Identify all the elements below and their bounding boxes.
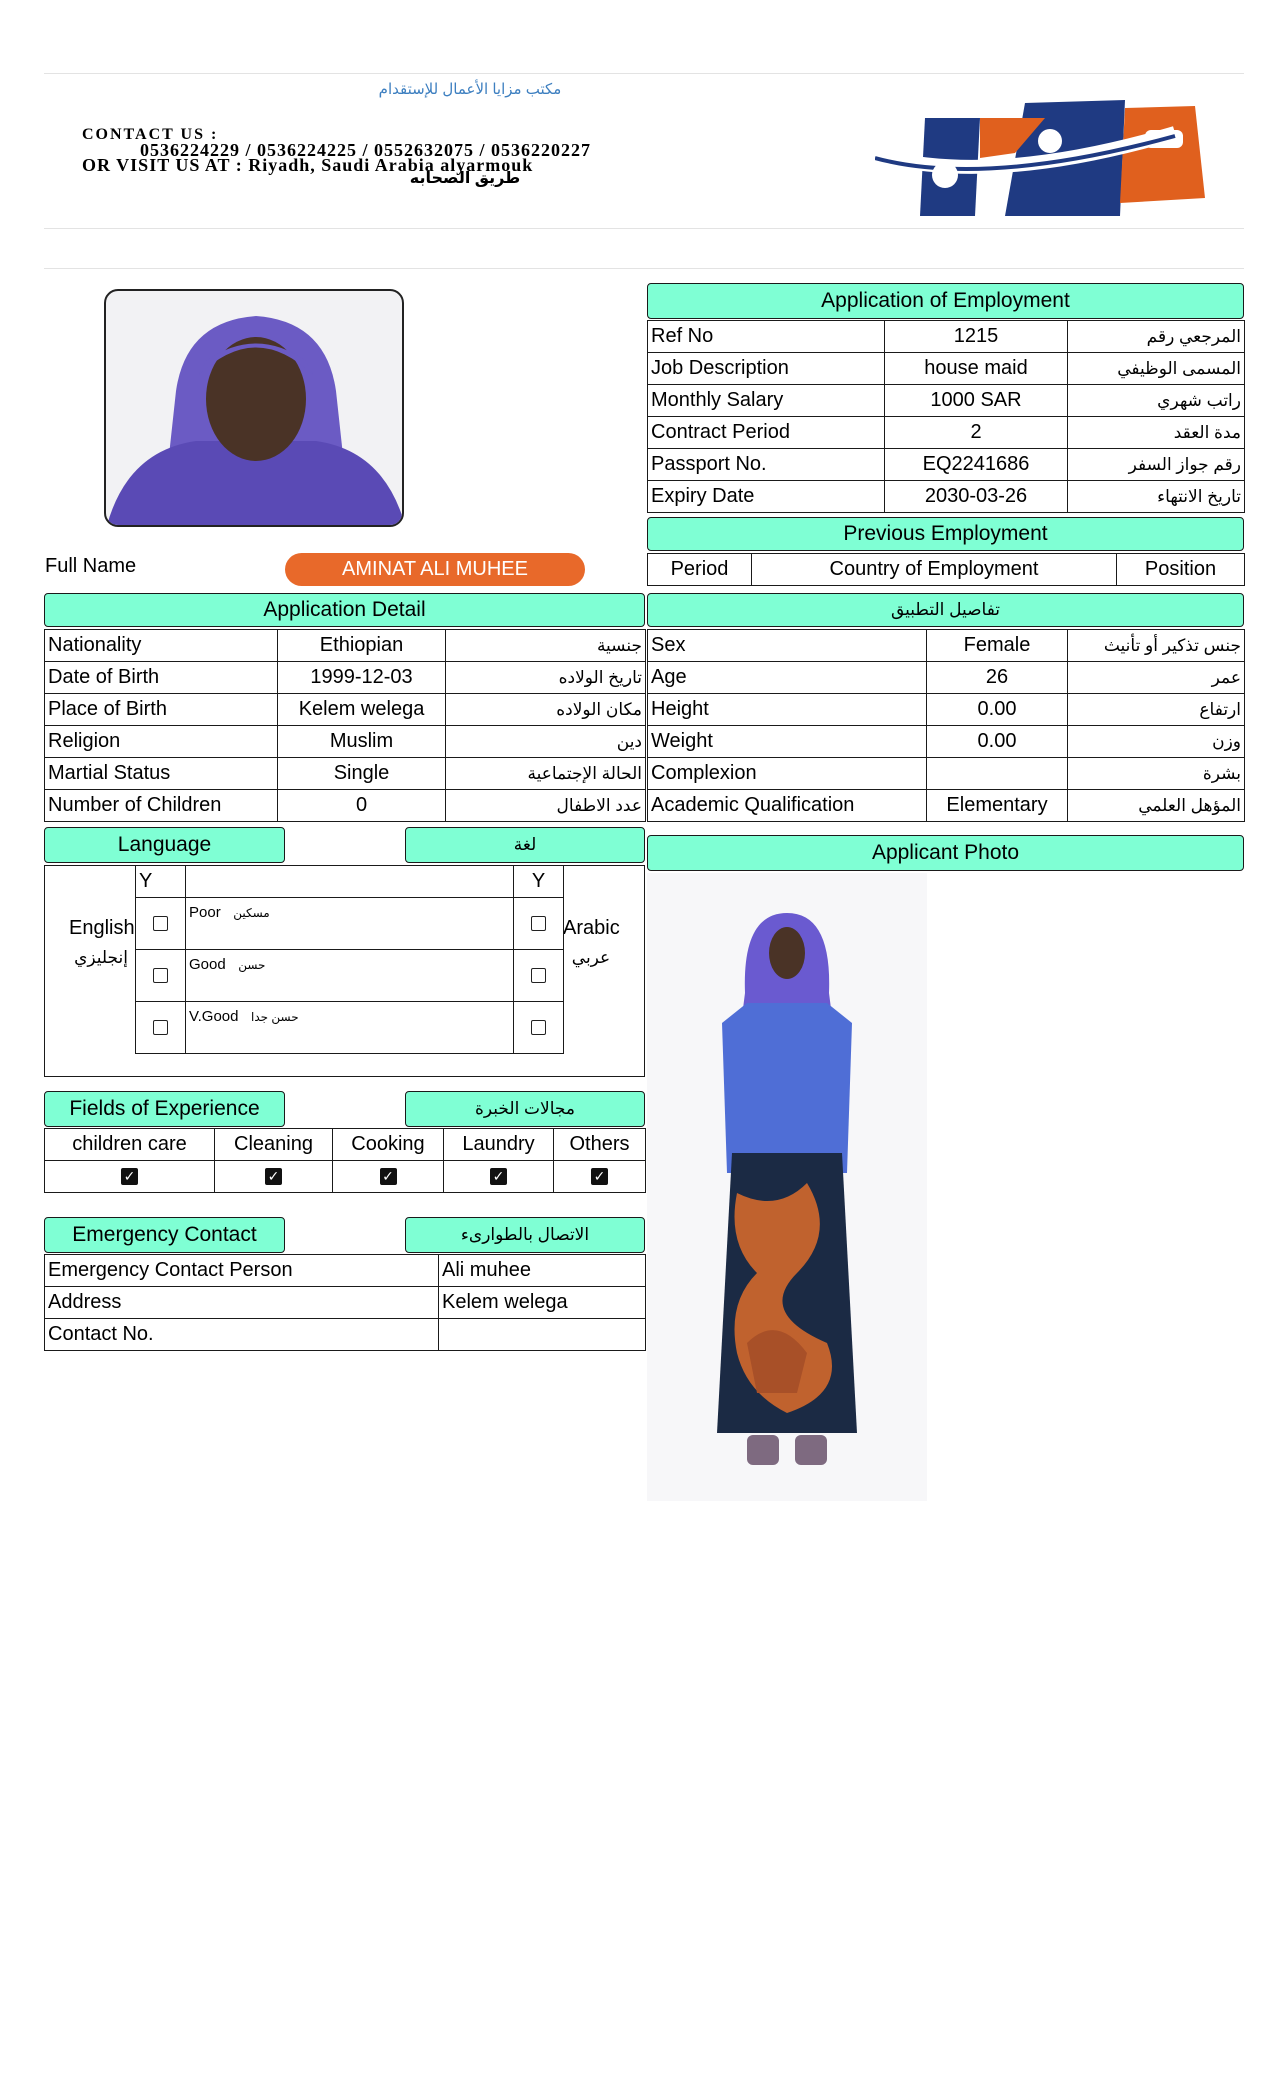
emergency-address-label: Address (45, 1287, 439, 1319)
employment-section-title: Application of Employment (647, 283, 1244, 319)
employment-label: Job Description (648, 353, 885, 385)
employment-value: 1000 SAR (885, 385, 1068, 417)
detail-label-arabic: عدد الاطفال (446, 790, 646, 822)
detail-ar-label-arabic: جنس تذكير أو تأنيث (1068, 630, 1245, 662)
detail-ar-row (648, 726, 1245, 758)
employment-label: Expiry Date (648, 481, 885, 513)
applicant-photo-title: Applicant Photo (647, 835, 1244, 871)
children-care-checkbox[interactable]: ✓ (121, 1168, 138, 1185)
application-detail-arabic-table (647, 629, 1245, 822)
detail-value: 1999-12-03 (278, 662, 446, 694)
detail-ar-row (648, 630, 1245, 662)
level-poor-label: Poor (189, 904, 221, 921)
english-poor-checkbox[interactable] (153, 916, 168, 931)
full-name-label: Full Name (45, 555, 137, 577)
detail-ar-value: Elementary (927, 790, 1068, 822)
previous-employment-title: Previous Employment (647, 517, 1244, 551)
emergency-person-value: Ali muhee (439, 1255, 646, 1287)
detail-ar-value: Female (927, 630, 1068, 662)
application-detail-table (44, 629, 646, 822)
english-vgood-checkbox[interactable] (153, 1020, 168, 1035)
exp-cleaning: Cleaning (215, 1129, 333, 1161)
language-grid (135, 865, 564, 1054)
arabic-vgood-checkbox[interactable] (531, 1020, 546, 1035)
detail-value: Single (278, 758, 446, 790)
employment-label: Contract Period (648, 417, 885, 449)
employment-row (648, 385, 1245, 417)
english-good-checkbox[interactable] (153, 968, 168, 983)
detail-ar-label: Age (648, 662, 927, 694)
prev-header-country: Country of Employment (752, 554, 1117, 586)
english-y-header: Y (136, 866, 186, 898)
employment-label-arabic: تاريخ الانتهاء (1068, 481, 1245, 513)
emergency-contact-value (439, 1319, 646, 1351)
detail-value: 0 (278, 790, 446, 822)
detail-ar-row (648, 694, 1245, 726)
arabic-label-arabic: عربي (571, 948, 611, 967)
detail-label-arabic: جنسية (446, 630, 646, 662)
detail-label-arabic: الحالة الإجتماعية (446, 758, 646, 790)
language-title: Language (44, 827, 285, 863)
detail-ar-label-arabic: المؤهل العلمي (1068, 790, 1245, 822)
arabic-y-header: Y (514, 866, 564, 898)
level-vgood-arabic: حسن جدا (251, 1010, 299, 1024)
detail-ar-label: Height (648, 694, 927, 726)
exp-others: Others (554, 1129, 646, 1161)
detail-label-arabic: دين (446, 726, 646, 758)
english-label: English (69, 917, 135, 939)
employment-row (648, 353, 1245, 385)
emergency-table (44, 1254, 646, 1351)
experience-table (44, 1128, 646, 1193)
detail-row (45, 758, 646, 790)
level-good-arabic: حسن (238, 958, 266, 972)
arabic-poor-checkbox[interactable] (531, 916, 546, 931)
emergency-title-arabic: الاتصال بالطوارىء (405, 1217, 645, 1253)
arabic-label: Arabic (563, 917, 620, 939)
detail-ar-row (648, 790, 1245, 822)
office-name-arabic: مكتب مزايا الأعمال للإستقدام (378, 81, 562, 98)
detail-label: Religion (45, 726, 278, 758)
detail-value: Ethiopian (278, 630, 446, 662)
detail-label-arabic: تاريخ الولاده (446, 662, 646, 694)
employment-label: Monthly Salary (648, 385, 885, 417)
visit-address: OR VISIT US AT : Riyadh, Saudi Arabia alyarmouk (82, 155, 534, 175)
detail-ar-row (648, 758, 1245, 790)
detail-ar-label: Weight (648, 726, 927, 758)
previous-employment-table (647, 553, 1245, 586)
level-vgood-label: V.Good (189, 1008, 239, 1025)
emergency-title: Emergency Contact (44, 1217, 285, 1253)
detail-label: Number of Children (45, 790, 278, 822)
detail-ar-label: Academic Qualification (648, 790, 927, 822)
detail-row (45, 790, 646, 822)
level-good-label: Good (189, 956, 226, 973)
employment-row (648, 449, 1245, 481)
employment-label: Ref No (648, 321, 885, 353)
street-arabic: طريق الصحابه (409, 170, 521, 187)
company-logo (875, 78, 1235, 223)
emergency-person-label: Emergency Contact Person (45, 1255, 439, 1287)
cooking-checkbox[interactable]: ✓ (380, 1168, 397, 1185)
employment-label-arabic: راتب شهري (1068, 385, 1245, 417)
prev-header-position: Position (1117, 554, 1245, 586)
detail-ar-row (648, 662, 1245, 694)
employment-row (648, 417, 1245, 449)
employment-table (647, 320, 1245, 513)
arabic-good-checkbox[interactable] (531, 968, 546, 983)
detail-label: Martial Status (45, 758, 278, 790)
employment-row (648, 481, 1245, 513)
detail-value: Muslim (278, 726, 446, 758)
laundry-checkbox[interactable]: ✓ (490, 1168, 507, 1185)
detail-value: Kelem welega (278, 694, 446, 726)
employment-label-arabic: مدة العقد (1068, 417, 1245, 449)
english-label-arabic: إنجليزي (74, 948, 128, 967)
employment-value: EQ2241686 (885, 449, 1068, 481)
detail-row (45, 726, 646, 758)
emergency-address-value: Kelem welega (439, 1287, 646, 1319)
detail-ar-value: 0.00 (927, 726, 1068, 758)
detail-ar-value (927, 758, 1068, 790)
detail-ar-value: 0.00 (927, 694, 1068, 726)
phone-numbers: 0536224229 / 0536224225 / 0552632075 / 0536220227 (140, 140, 592, 160)
portrait-photo (104, 289, 404, 527)
exp-children-care: children care (45, 1129, 215, 1161)
application-detail-arabic-title: تفاصيل التطبيق (647, 593, 1244, 627)
application-detail-title: Application Detail (44, 593, 645, 627)
level-poor-arabic: مسكين (233, 906, 270, 920)
detail-row (45, 630, 646, 662)
employment-label: Passport No. (648, 449, 885, 481)
detail-ar-label: Complexion (648, 758, 927, 790)
detail-ar-label-arabic: وزن (1068, 726, 1245, 758)
detail-ar-label-arabic: عمر (1068, 662, 1245, 694)
applicant-full-photo (647, 873, 927, 1501)
detail-ar-label-arabic: بشرة (1068, 758, 1245, 790)
employment-label-arabic: المسمى الوظيفي (1068, 353, 1245, 385)
employment-label-arabic: رقم جواز السفر (1068, 449, 1245, 481)
employment-value: 2 (885, 417, 1068, 449)
detail-label: Nationality (45, 630, 278, 662)
exp-laundry: Laundry (444, 1129, 554, 1161)
language-title-arabic: لغة (405, 827, 645, 863)
experience-title: Fields of Experience (44, 1091, 285, 1127)
experience-title-arabic: مجالات الخبرة (405, 1091, 645, 1127)
employment-value: 1215 (885, 321, 1068, 353)
others-checkbox[interactable]: ✓ (591, 1168, 608, 1185)
contact-line: CONTACT US : (82, 126, 219, 143)
employment-label-arabic: المرجعي رقم (1068, 321, 1245, 353)
full-name-value: AMINAT ALI MUHEE (285, 553, 585, 586)
detail-ar-label: Sex (648, 630, 927, 662)
detail-label: Date of Birth (45, 662, 278, 694)
employment-value: house maid (885, 353, 1068, 385)
detail-row (45, 694, 646, 726)
detail-ar-value: 26 (927, 662, 1068, 694)
emergency-contact-label: Contact No. (45, 1319, 439, 1351)
employment-row (648, 321, 1245, 353)
cleaning-checkbox[interactable]: ✓ (265, 1168, 282, 1185)
detail-label-arabic: مكان الولاده (446, 694, 646, 726)
detail-ar-label-arabic: ارتفاع (1068, 694, 1245, 726)
detail-row (45, 662, 646, 694)
prev-header-period: Period (648, 554, 752, 586)
exp-cooking: Cooking (333, 1129, 444, 1161)
detail-label: Place of Birth (45, 694, 278, 726)
employment-value: 2030-03-26 (885, 481, 1068, 513)
